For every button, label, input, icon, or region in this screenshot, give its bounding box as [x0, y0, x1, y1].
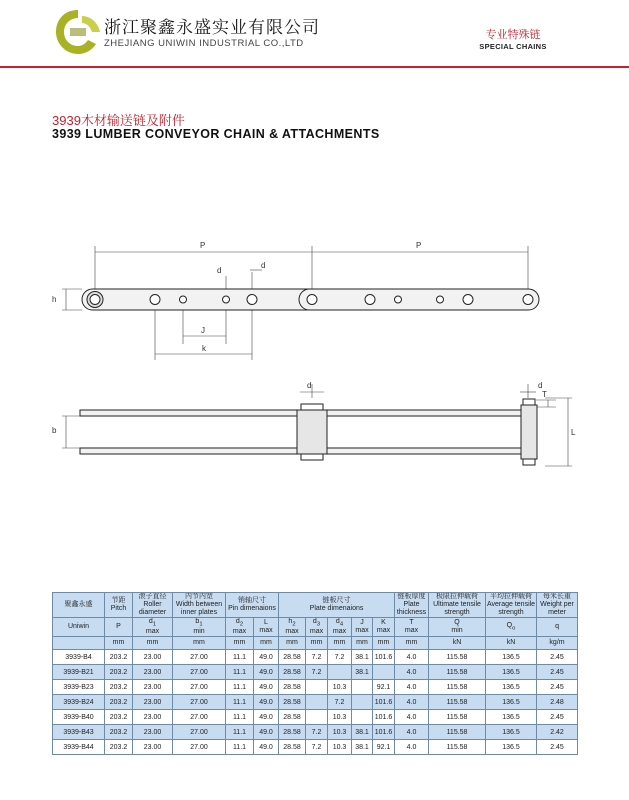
- table-cell: 4.0: [395, 680, 429, 695]
- table-cell: 2.45: [537, 740, 578, 755]
- table-cell: 115.58: [429, 680, 486, 695]
- table-cell: 49.0: [254, 665, 279, 680]
- table-row: [53, 725, 578, 740]
- col-average: 平均拉伸载荷 Average tensile strength: [486, 593, 536, 616]
- table-cell: 10.3: [328, 725, 352, 740]
- brand-cn-cell: 聚鑫永盛: [53, 593, 105, 618]
- table-cell: 27.00: [173, 725, 226, 740]
- table-cell: 136.5: [486, 740, 537, 755]
- table-cell: 38.1: [352, 665, 373, 680]
- table-cell: [352, 695, 373, 710]
- col-weight: 每米长重 Weight per meter: [537, 593, 578, 618]
- label-pitch-right: P: [416, 241, 422, 250]
- label-j: J: [201, 326, 205, 335]
- table-cell: [352, 680, 373, 695]
- col-roller: 滚子直径 Roller diameter: [133, 593, 173, 618]
- col-thickness: 链板厚度 Plate thickness: [395, 593, 429, 618]
- table-cell: [373, 665, 395, 680]
- model-cell: 3939-B21: [53, 665, 105, 680]
- table-row: [53, 695, 578, 710]
- table-cell: 4.0: [395, 725, 429, 740]
- table-cell: 10.3: [328, 740, 352, 755]
- table-cell: [328, 665, 352, 680]
- table-cell: 49.0: [254, 650, 279, 665]
- table-cell: 11.1: [226, 710, 254, 725]
- col-pitch: 节距 Pitch: [105, 593, 133, 618]
- table-cell: 11.1: [226, 665, 254, 680]
- table-cell: 27.00: [173, 710, 226, 725]
- table-cell: 4.0: [395, 650, 429, 665]
- table-cell: 115.58: [429, 710, 486, 725]
- model-cell: 3939-B4: [53, 650, 105, 665]
- table-cell: 203.2: [105, 650, 133, 665]
- table-cell: 38.1: [352, 725, 373, 740]
- table-cell: 7.2: [328, 695, 352, 710]
- table-cell: 28.58: [279, 710, 306, 725]
- table-cell: 11.1: [226, 740, 254, 755]
- col-width: 内节内宽 Width between inner plates: [173, 593, 226, 618]
- table-cell: 7.2: [306, 650, 328, 665]
- table-cell: 23.00: [133, 665, 173, 680]
- table-cell: 203.2: [105, 710, 133, 725]
- chain-side-view: [80, 399, 537, 465]
- table-cell: 7.2: [306, 665, 328, 680]
- label-d2: d: [538, 381, 543, 390]
- tag-en: SPECIAL CHAINS: [479, 42, 547, 51]
- table-cell: 92.1: [373, 740, 395, 755]
- label-h2: h: [52, 295, 57, 304]
- units-row: mm mm mm mm mm mm mm mm mm mm mm kN kN kg/m: [53, 637, 578, 650]
- table-cell: 2.48: [537, 695, 578, 710]
- table-cell: 136.5: [486, 695, 537, 710]
- table-cell: 28.58: [279, 665, 306, 680]
- table-cell: 27.00: [173, 695, 226, 710]
- table-cell: 101.6: [373, 710, 395, 725]
- table-cell: 203.2: [105, 740, 133, 755]
- table-row: [53, 680, 578, 695]
- table-cell: 11.1: [226, 725, 254, 740]
- section-title-cn: 3939木材输送链及附件: [52, 113, 185, 128]
- table-cell: 136.5: [486, 665, 537, 680]
- table-cell: 23.00: [133, 650, 173, 665]
- table-cell: 11.1: [226, 650, 254, 665]
- table-cell: 7.2: [306, 725, 328, 740]
- spec-table-body: [53, 650, 578, 755]
- table-cell: 11.1: [226, 680, 254, 695]
- table-cell: 115.58: [429, 650, 486, 665]
- table-cell: 4.0: [395, 665, 429, 680]
- model-cell: 3939-B23: [53, 680, 105, 695]
- table-cell: 23.00: [133, 695, 173, 710]
- table-cell: 23.00: [133, 680, 173, 695]
- table-cell: 92.1: [373, 680, 395, 695]
- table-cell: 49.0: [254, 695, 279, 710]
- table-cell: 10.3: [328, 680, 352, 695]
- table-row: [53, 650, 578, 665]
- table-cell: 203.2: [105, 695, 133, 710]
- table-cell: 4.0: [395, 740, 429, 755]
- section-title-en: 3939 LUMBER CONVEYOR CHAIN & ATTACHMENTS: [52, 127, 380, 141]
- table-cell: 38.1: [352, 740, 373, 755]
- table-cell: 28.58: [279, 740, 306, 755]
- table-cell: 27.00: [173, 740, 226, 755]
- tag-cn: 专业特殊链: [485, 29, 541, 41]
- company-name-cn: 浙江聚鑫永盛实业有限公司: [104, 18, 320, 37]
- col-plate: 链板尺寸 Plate dimenaions: [279, 593, 395, 618]
- table-cell: 28.58: [279, 725, 306, 740]
- table-cell: [306, 695, 328, 710]
- table-cell: 136.5: [486, 725, 537, 740]
- table-row: [53, 665, 578, 680]
- table-cell: 11.1: [226, 695, 254, 710]
- table-cell: 115.58: [429, 740, 486, 755]
- table-cell: 203.2: [105, 665, 133, 680]
- table-cell: 27.00: [173, 680, 226, 695]
- table-cell: 49.0: [254, 710, 279, 725]
- label-pitch-left: P: [200, 241, 206, 250]
- company-name-en: ZHEJIANG UNIWIN INDUSTRIAL CO.,LTD: [104, 38, 304, 49]
- table-cell: 49.0: [254, 680, 279, 695]
- table-cell: 203.2: [105, 680, 133, 695]
- model-cell: 3939-B40: [53, 710, 105, 725]
- table-cell: 23.00: [133, 710, 173, 725]
- table-cell: 2.45: [537, 680, 578, 695]
- table-cell: 101.6: [373, 650, 395, 665]
- table-cell: 115.58: [429, 695, 486, 710]
- table-cell: 2.45: [537, 665, 578, 680]
- table-cell: 28.58: [279, 695, 306, 710]
- label-d4: d: [217, 266, 222, 275]
- table-cell: 4.0: [395, 710, 429, 725]
- table-cell: 2.42: [537, 725, 578, 740]
- label-d1: d: [307, 381, 312, 390]
- table-cell: 28.58: [279, 680, 306, 695]
- table-cell: 115.58: [429, 725, 486, 740]
- table-cell: 49.0: [254, 725, 279, 740]
- model-cell: 3939-B43: [53, 725, 105, 740]
- table-cell: 2.45: [537, 710, 578, 725]
- brand-en-cell: Uniwin: [53, 618, 105, 637]
- table-cell: [352, 710, 373, 725]
- table-cell: 27.00: [173, 665, 226, 680]
- table-cell: 136.5: [486, 650, 537, 665]
- label-b1: b: [52, 426, 57, 435]
- model-cell: 3939-B24: [53, 695, 105, 710]
- chain-plate-top-left: [82, 289, 320, 310]
- chain-plate-top-right: [299, 289, 539, 310]
- table-cell: 23.00: [133, 740, 173, 755]
- table-row: [53, 740, 578, 755]
- table-cell: 28.58: [279, 650, 306, 665]
- col-pin: 销轴尺寸 Pin dimenaions: [226, 593, 279, 618]
- table-cell: 4.0: [395, 695, 429, 710]
- table-cell: 23.00: [133, 725, 173, 740]
- label-t: T: [542, 390, 547, 399]
- table-cell: 2.45: [537, 650, 578, 665]
- spec-table: 聚鑫永盛 节距 Pitch 滚子直径 Roller diameter 内节内宽 Width between inner plates 销轴尺寸 Pin dimenaions 链板尺寸 Plate dimenaions 链板厚度 Plate thickness 极限拉伸载荷 Ultimate tensile strength 平均拉伸载荷 Average tensile strength 每米长重 Weight per meter Uniwin P $d_1$ max $b_1$ min $d_2$ max L max $h_2$ max $d_3$ max $d_4$ max J max K max T max Q min $Q_o$ q mm mm mm mm mm mm mm mm mm mm mm kN kN kg/m 3939-B4 203.2 23.00 27.00 11.1 49.0 28.58 7.2 7.2 38.1 101.6 4.0 115.58 136.5 2.45 3939-B21 203.2 23.00 27.00 11.1 49.0 28.58 7.2 38.1 4.0 115.58 136.5 2.45 3939-B23 203.2 23.00 27.00 11.1 49.0 28.58 10.3 92.1 4.0 115.58 136.5 2.45 3939-B24 203.2 23.00 27.00 11.1 49.0 28.58 7.2 101.6 4.0 115.58 136.5 2.48 3939-B40 203.2 23.00 27.00 11.1 49.0 28.58 10.3 101.6 4.0 115.58 136.5 2.45 3939-B43 203.2 23.00 27.00 11.1 49.0 28.58 7.2 10.3 38.1 101.6 4.0 115.58 136.5 2.42 3939-B44 203.2 23.00 27.00 11.1 49.0 28.58 7.2 10.3 38.1 92.1 4.0 115.58 136.5 2.45: [52, 592, 578, 755]
- model-cell: 3939-B44: [53, 740, 105, 755]
- table-cell: [306, 710, 328, 725]
- label-k: k: [202, 344, 206, 353]
- table-cell: 115.58: [429, 665, 486, 680]
- table-cell: [306, 680, 328, 695]
- table-cell: 101.6: [373, 695, 395, 710]
- table-cell: 203.2: [105, 725, 133, 740]
- table-cell: 101.6: [373, 725, 395, 740]
- table-cell: 49.0: [254, 740, 279, 755]
- table-cell: 7.2: [328, 650, 352, 665]
- table-cell: 38.1: [352, 650, 373, 665]
- label-l: L: [571, 428, 576, 437]
- label-d3: d: [261, 261, 266, 270]
- table-cell: 136.5: [486, 680, 537, 695]
- table-cell: 136.5: [486, 710, 537, 725]
- table-cell: 7.2: [306, 740, 328, 755]
- table-row: [53, 710, 578, 725]
- table-cell: 27.00: [173, 650, 226, 665]
- col-tensile: 极限拉伸载荷 Ultimate tensile strength: [429, 593, 486, 618]
- table-cell: 10.3: [328, 710, 352, 725]
